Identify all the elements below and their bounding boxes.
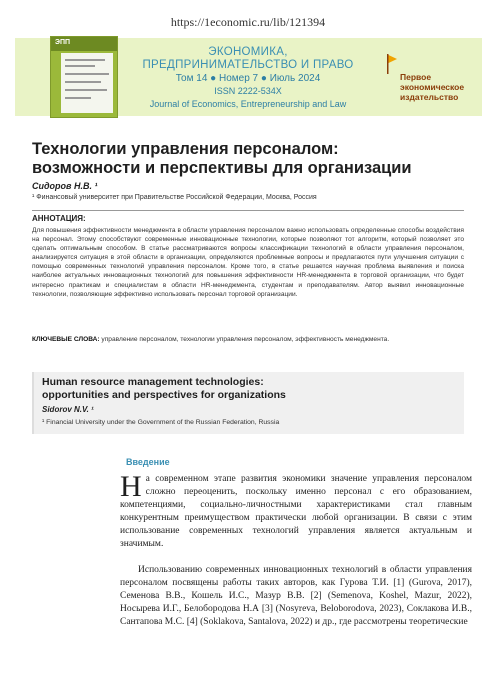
divider — [32, 210, 464, 211]
flag-icon — [387, 54, 397, 74]
english-title-line2: opportunities and perspectives for organizations — [42, 389, 286, 401]
article-author: Сидоров Н.В. ¹ — [32, 181, 98, 191]
publisher-logo — [381, 54, 479, 114]
body-paragraph — [120, 470, 472, 552]
cover-label: ЭПП — [55, 39, 71, 46]
english-author: Sidorov N.V. ¹ — [42, 405, 94, 414]
cover-line — [65, 89, 107, 91]
keywords-text: управление персоналом, технологии управления персоналом, эффективность менеджмента. — [99, 336, 390, 343]
keywords-label: КЛЮЧЕВЫЕ СЛОВА: — [32, 336, 100, 343]
journal-issn: ISSN 2222-534X — [214, 86, 282, 96]
publisher-line2: экономическое — [400, 82, 465, 92]
article-title-line2: возможности и перспективы для организации — [32, 159, 412, 177]
journal-english-title: Journal of Economics, Entrepreneurship and Law — [149, 99, 347, 109]
drop-cap: Н — [120, 470, 142, 503]
journal-title-line1: ЭКОНОМИКА, — [208, 46, 288, 58]
section-heading: Введение — [126, 457, 170, 467]
journal-title-line2: ПРЕДПРИНИМАТЕЛЬСТВО И ПРАВО — [142, 59, 354, 71]
cover-line — [65, 81, 101, 83]
cover-page — [61, 53, 113, 113]
keywords — [32, 335, 464, 344]
cover-line — [65, 59, 105, 61]
publisher-line3: издательство — [400, 92, 459, 102]
article-title — [32, 140, 472, 178]
english-summary-box — [32, 372, 464, 434]
journal-title — [120, 46, 376, 72]
english-title — [42, 376, 462, 402]
article-url[interactable]: https://1economic.ru/lib/121394 — [170, 15, 326, 29]
cover-line — [65, 73, 109, 75]
english-title-line1: Human resource management technologies: — [42, 376, 264, 388]
journal-issue: Том 14 ● Номер 7 ● Июль 2024 — [175, 73, 321, 84]
article-title-line1: Технологии управления персоналом: — [32, 140, 339, 158]
body-paragraph: Использованию современных инновационных технологий в области управления персоналом посвящены работы таких авторов, как Гурова Т.И. [1] (Gurova, 2017), Семенова В.В., Кошель И.С., Мазур В.В. [2] (Semenova, Koshel, Mazur, 2022), Носырева И.Г., Белобородова Н.А [3] (Nosyreva, Beloborodova, 2023), Соклакова И.В., Сантапова М.С. [4] (Soklakova, Santalova, 2022) и др., где рассмотрены теоретические — [120, 565, 472, 628]
article-affiliation: ¹ Финансовый университет при Правительстве Российской Федерации, Москва, Россия — [32, 194, 317, 201]
abstract-text: Для повышения эффективности менеджмента в области управления персоналом важно использовать определенные способы воздействия на персонал. Этому способствуют современные инновационные технологии, которые позволяют тот алгоритм, который позволяет это сделать оптимальным способом. В статье рассматриваются вопросы классификации технологий в области управления персоналом, анализируется ситуация в этой области в организации, определяются проблемные вопросы и предлагаются пути улучшения ситуации с помощью современных технологий управления персоналом. Кроме того, в статье решается научная проблема выявления и поиска наиболее актуальных инновационных технологий для повышения эффективности HR-менеджмента в торговой организации, что будет интересно практикам и специалистам в области HR-менеджмента, студентам и преподавателям. Автор выявил инновационные технологии, позволяющие эффективно использовать персонал торговой организации. — [32, 227, 464, 298]
body-paragraph-text: а современном этапе развития экономики значение управления персоналом сложно переоценить, поскольку именно персонал с его образованием, компетенциями, социально-личностными характеристиками стал главным конкурентным преимуществом практически любой организации. В связи с этим использование современных технологий управления является актуальным и значимым. — [120, 474, 472, 550]
english-affiliation: ¹ Financial University under the Government of the Russian Federation, Russia — [42, 419, 280, 426]
journal-cover-image — [50, 36, 118, 118]
cover-line — [65, 97, 91, 99]
publisher-line1: Первое — [400, 72, 432, 82]
cover-line — [65, 65, 95, 67]
publisher-name — [400, 72, 480, 102]
abstract-heading: АННОТАЦИЯ: — [32, 214, 86, 223]
